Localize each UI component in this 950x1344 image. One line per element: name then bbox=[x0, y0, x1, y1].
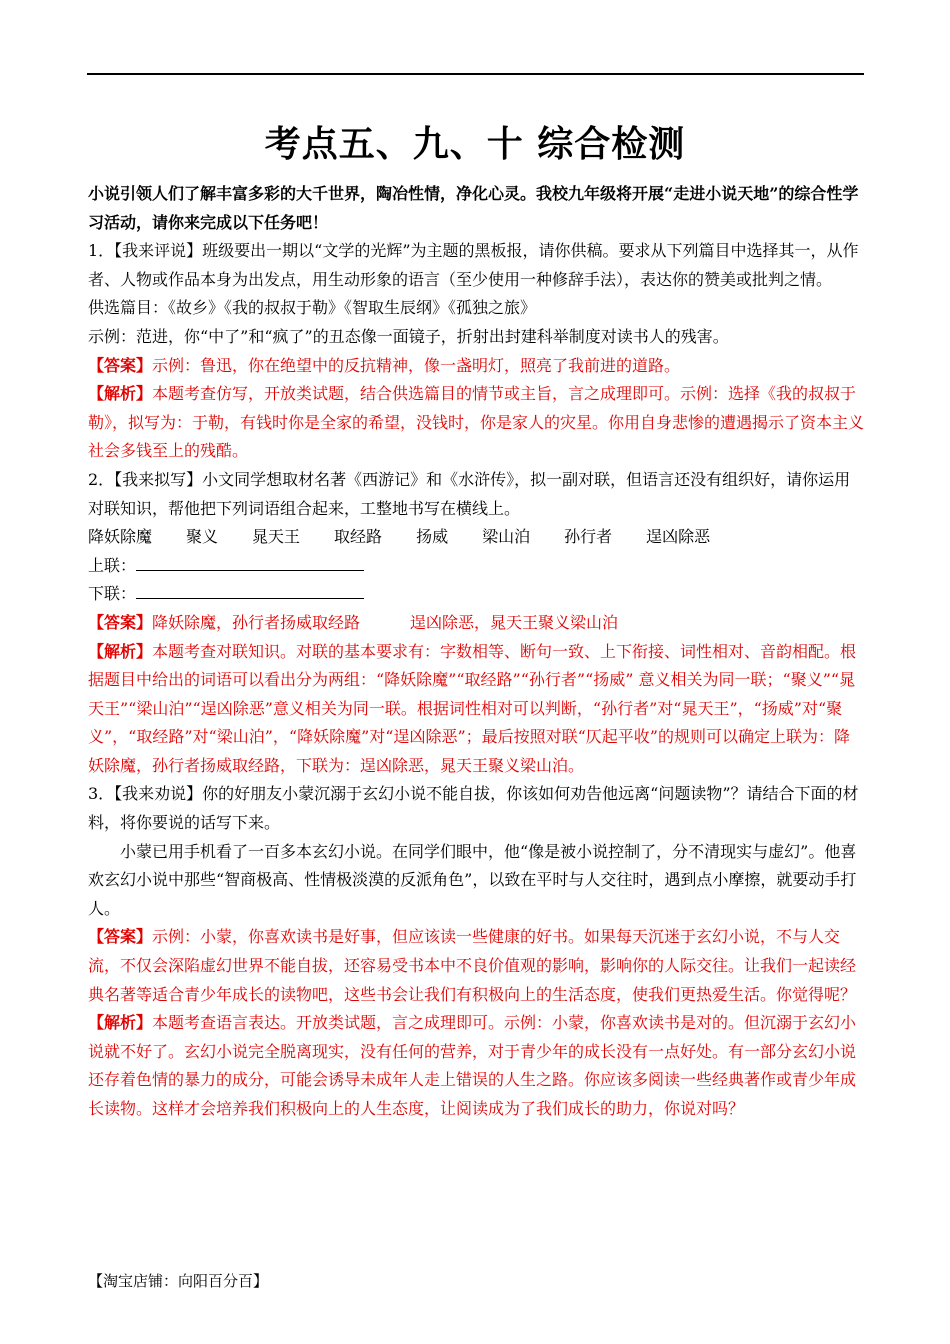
page-title: 考点五、九、十 综合检测 bbox=[264, 124, 686, 165]
word-item: 聚义 bbox=[186, 527, 219, 547]
answer-lower: 逞凶除恶，晁天王聚义梁山泊 bbox=[410, 612, 619, 632]
answer-text: 示例：鲁迅，你在绝望中的反抗精神，像一盏明灯，照亮了我前进的道路。 bbox=[152, 355, 681, 375]
word-item: 扬威 bbox=[416, 527, 449, 547]
word-item: 梁山泊 bbox=[482, 527, 531, 547]
q2-prompt: 2．【我来拟写】小文同学想取材名著《西游记》和《水浒传》，拟一副对联，但语言还没有组织好，请你运用对联知识，帮他把下列词语组合起来，工整地书写在横线上。 bbox=[88, 469, 851, 518]
intro-text: 小说引领人们了解丰富多彩的大千世界，陶冶性情，净化心灵。我校九年级将开展“走进小说天地”的综合性学习活动，请你来完成以下任务吧！ bbox=[88, 184, 859, 232]
q3-material: 小蒙已用手机看了一百多本玄幻小说。在同学们眼中，他“像是被小说控制了，分不清现实与虚幻”。他喜欢玄幻小说中那些“智商极高、性情极淡漠的反派角色”，以致在平时与人交往时，遇到点小摩擦，就要动手打人。 bbox=[88, 841, 857, 918]
analysis-label: 【解析】 bbox=[88, 641, 153, 661]
answer-text: 示例：小蒙，你喜欢读书是好事，但应该读一些健康的好书。如果每天沉迷于玄幻小说，不与人交流，不仅会深陷虚幻世界不能自拔，还容易受书本中不良价值观的影响，影响你的人际交往。让我们一起读经典名著等适合青少年成长的读物吧，这些书会让我们有积极向上的生活态度，使我们更热爱生活。你觉得呢？ bbox=[88, 927, 857, 1004]
analysis-text: 本题考查仿写，开放类试题，结合供选篇目的情节或主旨，言之成理即可。示例：选择《我的叔叔于勒》，拟写为：于勒，有钱时你是全家的希望，没钱时，你是家人的灾星。你用自身悲惨的遭遇揭示了资本主义社会多钱至上的残酷。 bbox=[88, 384, 865, 461]
analysis-text: 本题考查语言表达。开放类试题，言之成理即可。示例：小蒙，你喜欢读书是对的。但沉溺于玄幻小说就不好了。玄幻小说完全脱离现实，没有任何的营养，对于青少年的成长没有一点好处。有一部分玄幻小说还存着色情的暴力的成分，可能会诱导未成年人走上错误的人生之路。你应该多阅读一些经典著作或青少年成长读物。这样才会培养我们积极向上的人生态度，让阅读成为了我们成长的助力，你说对吗？ bbox=[88, 1013, 857, 1118]
q2-upper-line bbox=[88, 552, 864, 581]
word-item: 晁天王 bbox=[252, 527, 301, 547]
answer-upper: 降妖除魔，孙行者扬威取经路 bbox=[152, 612, 361, 632]
q2-answer bbox=[88, 609, 864, 638]
header-rule bbox=[87, 73, 864, 75]
q2-word-list bbox=[88, 523, 864, 552]
q1-analysis bbox=[88, 380, 864, 466]
document-body bbox=[88, 180, 864, 1124]
answer-label: 【答案】 bbox=[88, 927, 153, 947]
word-item: 取经路 bbox=[334, 527, 383, 547]
q2-analysis bbox=[88, 638, 864, 781]
word-item: 孙行者 bbox=[564, 527, 613, 547]
answer-label: 【答案】 bbox=[88, 355, 153, 375]
word-item: 降妖除魔 bbox=[88, 527, 153, 547]
upper-blank bbox=[136, 552, 364, 571]
lower-blank bbox=[136, 580, 364, 599]
lower-label: 下联： bbox=[88, 584, 137, 604]
footer-shop-note: 【淘宝店铺：向阳百分百】 bbox=[88, 1272, 269, 1290]
answer-label: 【答案】 bbox=[88, 612, 153, 632]
analysis-label: 【解析】 bbox=[88, 1013, 153, 1033]
analysis-label: 【解析】 bbox=[88, 384, 153, 404]
analysis-text: 本题考查对联知识。对联的基本要求有：字数相等、断句一致、上下衔接、词性相对、音韵相配。根据题目中给出的词语可以看出分为两组：“降妖除魔”“取经路”“孙行者”“扬威” 意义相关为同一联；“聚义”“晁天王”“梁山泊”“逞凶除恶”意义相关为同一联。根据词性相对可以判断，“孙行者”对“晁天王”，“扬威”对“聚义”，“取经路”对“梁山泊”，“降妖除魔”对“逞凶除恶”；最后按照对联“仄起平收”的规则可以确定上联为：降妖除魔，孙行者扬威取经路，下联为：逞凶除恶，晁天王聚义梁山泊。 bbox=[88, 641, 857, 775]
q1-example: 示例：范进，你“中了”和“疯了”的丑态像一面镜子，折射出封建科举制度对读书人的残害。 bbox=[88, 326, 729, 346]
q1-answer bbox=[88, 352, 864, 381]
q3-answer bbox=[88, 923, 864, 1009]
q2-lower-line bbox=[88, 580, 864, 609]
q3-analysis bbox=[88, 1009, 864, 1123]
q1-prompt: 1．【我来评说】班级要出一期以“文学的光辉”为主题的黑板报，请你供稿。要求从下列篇目中选择其一，从作者、人物或作品本身为出发点，用生动形象的语言（至少使用一种修辞手法），表达你的赞美或批判之情。 bbox=[88, 241, 859, 289]
word-item: 逞凶除恶 bbox=[646, 527, 711, 547]
q3-prompt: 3．【我来劝说】你的好朋友小蒙沉溺于玄幻小说不能自拔，你该如何劝告他远离“问题读物”？请结合下面的材料，将你要说的话写下来。 bbox=[88, 784, 859, 833]
upper-label: 上联： bbox=[88, 555, 137, 575]
q1-options: 供选篇目：《故乡》《我的叔叔于勒》《智取生辰纲》《孤独之旅》 bbox=[88, 298, 537, 318]
